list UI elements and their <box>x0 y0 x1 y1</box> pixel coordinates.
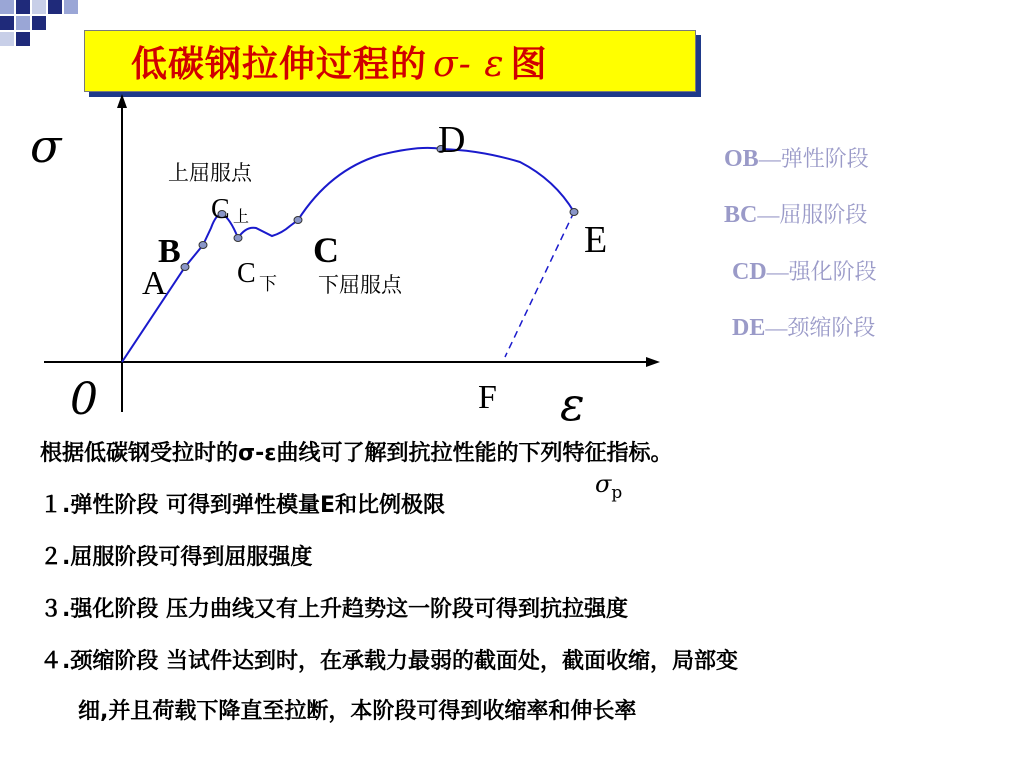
legend-item-cd <box>732 255 877 286</box>
intro-line: 根据低碳钢受拉时的σ-ε曲线可了解到抗拉性能的下列特征指标。 <box>40 441 673 466</box>
unloading-dashed-line <box>505 212 574 357</box>
item-4-line-1: ４.颈缩阶段 当试件达到时，在承载力最弱的截面处，截面收缩，局部变 <box>40 649 739 674</box>
item-2: ２.屈服阶段可得到屈服强度 <box>40 545 313 570</box>
label-c-upper: C <box>211 194 230 225</box>
y-axis-arrow <box>117 94 127 108</box>
sigma-p-sub: p <box>611 483 623 503</box>
upper-yield-annotation: 上屈服点 <box>168 161 252 185</box>
legend-item-bc <box>724 198 867 229</box>
marker-c-lower <box>234 235 242 242</box>
marker-c <box>294 217 302 224</box>
label-e: E <box>584 219 608 261</box>
title-suffix: 图 <box>510 43 548 85</box>
legend-item-ob <box>724 142 869 173</box>
legend-dash: — <box>758 146 781 171</box>
item-3: ３.强化阶段 压力曲线又有上升趋势这一阶段可得到抗拉强度 <box>40 597 629 622</box>
legend-code: OB <box>724 146 759 172</box>
marker-a <box>181 264 189 271</box>
title-symbol: σ- ε <box>433 43 505 85</box>
label-a: A <box>142 265 167 302</box>
sigma-p-main: σ <box>595 470 612 498</box>
legend-text: 弹性阶段 <box>780 147 869 172</box>
marker-e <box>570 209 578 216</box>
label-d: D <box>438 119 466 161</box>
legend-dash: — <box>766 259 789 284</box>
x-axis-label: ε <box>560 377 585 431</box>
label-b: B <box>158 233 181 270</box>
label-c-upper-sub: 上 <box>233 207 250 226</box>
legend-dash: — <box>765 315 788 340</box>
title-main: 低碳钢拉伸过程的 <box>131 43 428 85</box>
legend-code: DE <box>732 315 766 341</box>
legend-dash: — <box>757 202 780 227</box>
label-c: C <box>313 230 339 270</box>
legend-code: BC <box>724 202 758 228</box>
origin-label: 0 <box>70 374 98 425</box>
legend-text: 屈服阶段 <box>779 203 868 228</box>
label-f: F <box>478 379 497 416</box>
legend-text: 强化阶段 <box>788 260 877 285</box>
sigma-p-symbol <box>595 470 623 503</box>
legend-text: 颈缩阶段 <box>787 316 876 341</box>
item-4-line-2: 细,并且荷载下降直至拉断，本阶段可得到收缩率和伸长率 <box>78 699 637 724</box>
marker-b <box>199 242 207 249</box>
legend-item-de <box>732 311 875 342</box>
lower-yield-annotation: 下屈服点 <box>318 273 402 297</box>
y-axis-label: σ <box>30 119 62 173</box>
label-c-lower: C <box>237 258 256 289</box>
item-1: １.弹性阶段 可得到弹性模量E和比例极限 <box>40 493 446 518</box>
label-c-lower-sub: 下 <box>259 274 277 295</box>
x-axis-arrow <box>646 357 660 367</box>
legend-code: CD <box>732 259 767 285</box>
